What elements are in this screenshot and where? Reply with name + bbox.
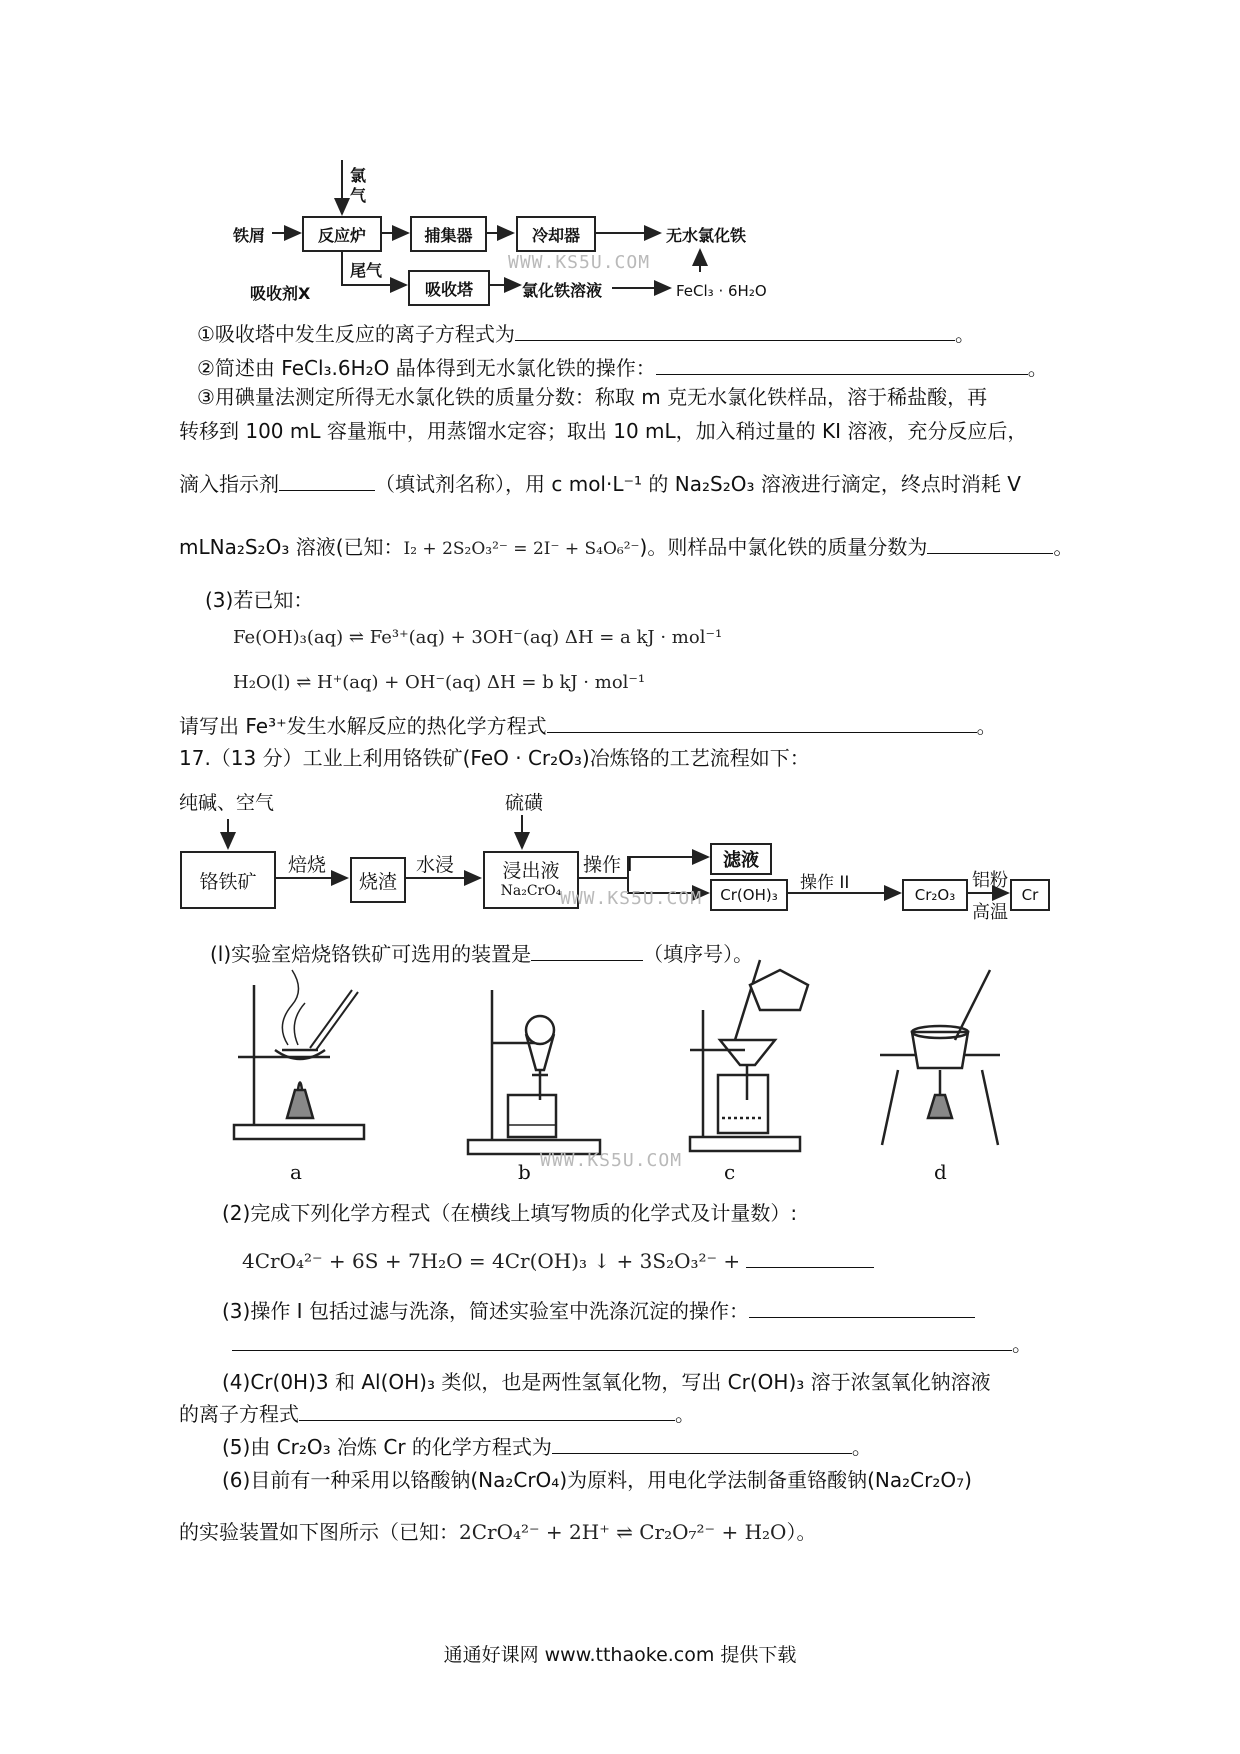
answer-blank[interactable]	[749, 1297, 975, 1318]
watermark: WWW.KS5U.COM	[540, 1150, 683, 1171]
high-temp-label: 高温	[972, 902, 1008, 923]
q16-item3-line2: 转移到 100 mL 容量瓶中，用蒸馏水定容；取出 10 mL，加入稍过量的 KI 溶液，充分反应后，	[179, 419, 1028, 443]
absorbent-label: 吸收剂X	[250, 284, 311, 303]
q17-p6-line2a: 的实验装置如下图所示（已知：	[179, 1520, 459, 1544]
q17-p6-line1: (6)目前有一种采用以铬酸钠(Na₂CrO₄)为原料，用电化学法制备重铬酸钠(Na₂Cr₂O₇)	[222, 1468, 972, 1492]
al-powder-label: 铝粉	[972, 870, 1008, 891]
residue-box: 烧渣	[350, 857, 406, 903]
watermark: WWW.KS5U.COM	[508, 252, 651, 273]
roast-label: 焙烧	[288, 854, 327, 876]
cr-box: Cr	[1010, 879, 1050, 911]
cooler-box: 冷却器	[516, 216, 596, 252]
period: 。	[675, 1402, 695, 1426]
q17-p1-tail: （填序号）。	[643, 942, 754, 966]
anhydrous-fecl3-label: 无水氯化铁	[666, 226, 747, 245]
chromite-box: 铬铁矿	[180, 851, 276, 909]
apparatus-label-a: a	[290, 1160, 302, 1184]
answer-blank[interactable]	[299, 1400, 675, 1421]
period: 。	[1027, 356, 1048, 380]
answer-blank[interactable]	[552, 1433, 852, 1454]
apparatus-label-d: d	[934, 1160, 947, 1184]
q17-p3-text: (3)操作 I 包括过滤与洗涤，简述实验室中洗涤沉淀的操作：	[222, 1299, 749, 1323]
iodine-thiosulfate-equation: I₂ + 2S₂O₃²⁻ = 2I⁻ + S₄O₆²⁻	[403, 539, 640, 559]
q16-item3-line1: ③用碘量法测定所得无水氯化铁的质量分数：称取 m 克无水氯化铁样品，溶于稀盐酸，再	[197, 385, 988, 409]
filtrate-box: 滤液	[710, 843, 772, 875]
tail-gas-label: 尾气	[350, 261, 383, 280]
chromate-dichromate-equation: 2CrO₄²⁻ + 2H⁺ ⇌ Cr₂O₇²⁻ + H₂O	[459, 1520, 787, 1544]
q17-p4-line2	[179, 1400, 695, 1427]
q16-item3-line3a: 滴入指示剂	[179, 472, 279, 496]
apparatus-label-c: c	[724, 1160, 736, 1184]
period: 。	[954, 322, 975, 346]
leachate-label: 浸出液	[502, 860, 560, 882]
q17-p2-equation-line	[242, 1247, 874, 1274]
na2cro4-label: Na₂CrO₄	[500, 883, 562, 899]
period: 。	[976, 714, 997, 738]
q16-item2-text: ②简述由 FeCl₃.6H₂O 晶体得到无水氯化铁的操作：	[197, 356, 656, 380]
q16-part3-ask-text: 请写出 Fe³⁺发生水解反应的热化学方程式	[179, 714, 547, 738]
soda-air-label: 纯碱、空气	[179, 792, 275, 814]
equation-water: H₂O(l) ⇌ H⁺(aq) + OH⁻(aq) ΔH = b kJ · mol⁻¹	[233, 672, 646, 693]
collector-box: 捕集器	[410, 216, 487, 252]
croh3-box: Cr(OH)₃	[710, 879, 788, 911]
q17-p6-line2b: ）。	[786, 1520, 817, 1544]
q17-p3-line2	[232, 1330, 1032, 1357]
period: 。	[1012, 1332, 1032, 1356]
sulfur-label: 硫磺	[505, 792, 544, 814]
chromate-sulfur-equation: 4CrO₄²⁻ + 6S + 7H₂O = 4Cr(OH)₃ ↓ + 3S₂O₃²⁻ +	[242, 1249, 741, 1273]
q17-p3	[222, 1297, 975, 1324]
q17-p4-line1: (4)Cr(0H)3 和 Al(OH)₃ 类似，也是两性氢氧化物，写出 Cr(OH)₃ 溶于浓氢氧化钠溶液	[222, 1370, 991, 1394]
q17-p5	[222, 1433, 872, 1460]
q17-p2: (2)完成下列化学方程式（在横线上填写物质的化学式及计量数）:	[222, 1201, 798, 1225]
page-footer: 通通好课网 www.tthaoke.com 提供下载	[443, 1644, 797, 1666]
iron-scrap-label: 铁屑	[233, 226, 266, 245]
q16-item3-line3b: （填试剂名称），用 c mol·L⁻¹ 的 Na₂S₂O₃ 溶液进行滴定，终点时消耗 V	[375, 472, 1021, 496]
op2-label: 操作 II	[800, 873, 850, 893]
chlorine-label: 氯气	[350, 166, 367, 205]
fecl3-solution-label: 氯化铁溶液	[522, 281, 603, 300]
apparatus-label-b: b	[518, 1160, 531, 1184]
equation-fe-oh3: Fe(OH)₃(aq) ⇌ Fe³⁺(aq) + 3OH⁻(aq) ΔH = a kJ · mol⁻¹	[233, 627, 723, 648]
answer-blank[interactable]	[746, 1247, 874, 1268]
absorber-box: 吸收塔	[408, 270, 490, 306]
op1-label: 操作 I	[583, 854, 633, 876]
q17-p6-line2	[179, 1519, 816, 1545]
q16-item3-line4a: mLNa₂S₂O₃ 溶液(已知：	[179, 535, 404, 559]
answer-blank[interactable]	[232, 1330, 1012, 1351]
period: 。	[1053, 535, 1074, 559]
hydrate-label: FeCl₃ · 6H₂O	[676, 282, 767, 300]
q17-p4-line2-text: 的离子方程式	[179, 1402, 299, 1426]
q17-p5-text: (5)由 Cr₂O₃ 冶炼 Cr 的化学方程式为	[222, 1435, 552, 1459]
q17-title: 17.（13 分）工业上利用铬铁矿(FeO · Cr₂O₃)冶炼铬的工艺流程如下：	[179, 746, 810, 770]
watermark: WWW.KS5U.COM	[560, 888, 703, 909]
period: 。	[851, 1435, 872, 1459]
q16-item3-line4b: )。则样品中氯化铁的质量分数为	[639, 535, 928, 559]
cr2o3-box: Cr₂O₃	[902, 879, 968, 911]
reactor-box: 反应炉	[302, 216, 382, 252]
q16-item1-text: ①吸收塔中发生反应的离子方程式为	[197, 322, 515, 346]
q16-part3-title: (3)若已知：	[205, 588, 314, 612]
q17-p1-text: (l)实验室焙烧铬铁矿可选用的装置是	[210, 942, 532, 966]
water-leach-label: 水浸	[416, 854, 455, 876]
